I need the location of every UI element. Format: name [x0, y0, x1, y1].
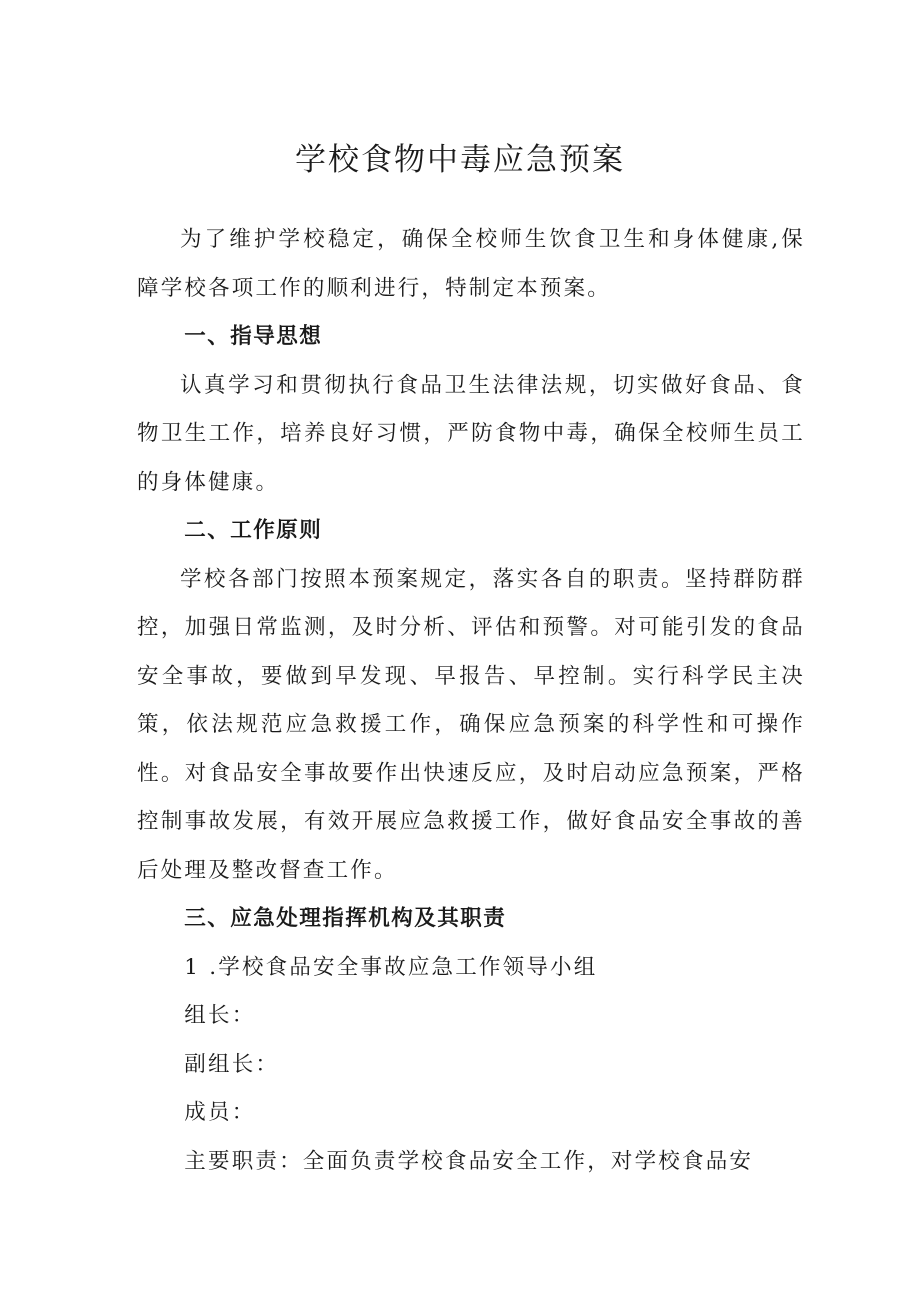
main-duties-line: 主要职责：全面负责学校食品安全工作，对学校食品安	[184, 1148, 754, 1174]
section-heading-work-principles: 二、工作原则	[184, 518, 323, 543]
intro-paragraph: 为了维护学校稳定，确保全校师生饮食卫生和身体健康,保障学校各项工作的顺利进行，特制定本预案。	[137, 227, 805, 301]
section-heading-command-structure: 三、应急处理指挥机构及其职责	[184, 906, 507, 931]
document-body	[137, 216, 805, 1186]
section-paragraph-guiding-ideology: 认真学习和贯彻执行食品卫生法律法规，切实做好食品、食物卫生工作，培养良好习惯，严防食物中毒，确保全校师生员工的身体健康。	[137, 372, 805, 495]
section-paragraph-work-principles: 学校各部门按照本预案规定，落实各自的职责。坚持群防群控，加强日常监测，及时分析、评估和预警。对可能引发的食品安全事故，要做到早发现、早报告、早控制。实行科学民主决策，依法规范应急救援工作，确保应急预案的科学性和可操作性。对食品安全事故要作出快速反应，及时启动应急预案，严格控制事故发展，有效开展应急救援工作，做好食品安全事故的善后处理及整改督查工作。	[137, 566, 805, 883]
deputy-leader-line: 副组长：	[184, 1051, 280, 1077]
members-line: 成员：	[184, 1100, 256, 1125]
subsection-leading-group: 1 .学校食品安全事故应急工作领导小组	[184, 954, 598, 980]
document-title: 学校食物中毒应急预案	[295, 142, 625, 178]
section-heading-guiding-ideology: 一、指导思想	[184, 324, 323, 349]
group-leader-line: 组长：	[184, 1003, 256, 1028]
